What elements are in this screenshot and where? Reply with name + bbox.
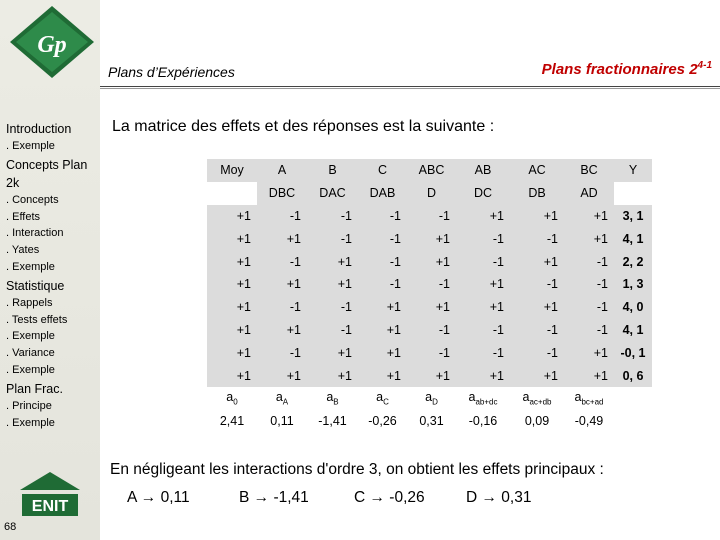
table-cell: +1	[510, 205, 564, 228]
table-cell: -1	[257, 341, 307, 364]
table-cell: -1	[456, 227, 510, 250]
coef-subscript: B	[333, 397, 339, 407]
table-cell: +1	[456, 296, 510, 319]
table-cell: +1	[564, 341, 614, 364]
table-cell: +1	[407, 364, 456, 387]
table-cell: -1	[407, 273, 456, 296]
coef-name-row	[207, 387, 652, 410]
coef-name-cell	[407, 387, 456, 410]
table-cell: +1	[307, 250, 358, 273]
table-cell: -1	[307, 227, 358, 250]
slide-title	[542, 60, 712, 78]
sidebar-section[interactable]: Introduction	[6, 122, 72, 136]
table-cell: +1	[257, 227, 307, 250]
coef-value-cell: 0,09	[524, 414, 550, 429]
coef-value-cell: 2,41	[219, 414, 245, 429]
sidebar-item[interactable]: . Effets	[6, 210, 41, 223]
table-cell: +1	[510, 250, 564, 273]
table-cell: +1	[207, 250, 257, 273]
page-number: 68	[4, 521, 17, 533]
enit-logo-icon	[18, 472, 82, 522]
table-header-cell: Moy	[207, 159, 257, 182]
table-cell: +1	[207, 296, 257, 319]
sidebar-item[interactable]: . Exemple	[6, 363, 55, 376]
table-cell: -1	[510, 227, 564, 250]
table-cell: -1	[407, 319, 456, 342]
table-cell: +1	[207, 341, 257, 364]
table-cell: -1	[564, 250, 614, 273]
table-row	[207, 364, 652, 387]
main-effects-list	[127, 489, 687, 511]
response-cell: -0, 1	[614, 341, 652, 364]
response-cell: 4, 1	[614, 319, 652, 342]
coef-name-cell	[307, 387, 358, 410]
sidebar-item[interactable]: . Exemple	[6, 260, 55, 273]
sidebar-item[interactable]: . Tests effets	[6, 313, 68, 326]
coef-subscript: A	[282, 397, 289, 407]
coef-name-cell	[207, 387, 257, 410]
table-header-cell: DB	[510, 182, 564, 205]
coef-value-cell: -0,26	[368, 414, 397, 429]
logo-text: Gp	[37, 32, 67, 58]
coef-value-cell: -0,16	[468, 414, 498, 429]
table-cell: -1	[257, 296, 307, 319]
coef-subscript: ac+db	[529, 397, 552, 407]
table-row	[207, 250, 652, 273]
table-header-cell: DAC	[307, 182, 358, 205]
table-cell: -1	[358, 250, 407, 273]
gp-logo-icon	[6, 4, 98, 80]
coef-value-cell: -0,49	[574, 414, 604, 429]
table-cell: -1	[510, 341, 564, 364]
conclusion-text: En négligeant les interactions d'ordre 3, on obtient les effets principaux :	[110, 461, 604, 478]
table-cell: +1	[407, 250, 456, 273]
sidebar-nav	[6, 120, 98, 431]
table-cell: -1	[456, 250, 510, 273]
coef-value-cell: 0,31	[419, 414, 444, 429]
table-row	[207, 296, 652, 319]
table-cell: -1	[564, 319, 614, 342]
table-cell: -1	[456, 319, 510, 342]
response-cell: 2, 2	[614, 250, 652, 273]
table-header-cell: B	[307, 159, 358, 182]
table-row	[207, 205, 652, 228]
sidebar-item[interactable]: . Rappels	[6, 296, 53, 309]
response-cell: 1, 3	[614, 273, 652, 296]
table-cell: +1	[358, 364, 407, 387]
table-cell: +1	[456, 205, 510, 228]
coef-base: a	[522, 390, 530, 405]
table-header-row	[207, 182, 652, 205]
course-title: Plans d’Expériences	[108, 64, 235, 80]
coef-value-cell: 0,11	[270, 414, 294, 429]
coef-subscript: 0	[233, 397, 238, 407]
coef-base: a	[574, 390, 582, 405]
sidebar-section[interactable]: Plan Frac.	[6, 381, 63, 396]
table-cell: +1	[207, 273, 257, 296]
coef-name-cell	[358, 387, 407, 410]
table-cell: -1	[510, 319, 564, 342]
sidebar-item[interactable]: . Yates	[6, 244, 40, 257]
table-cell: +1	[307, 273, 358, 296]
table-cell: +1	[564, 205, 614, 228]
sidebar-item[interactable]: . Interaction	[6, 227, 64, 240]
table-cell: +1	[510, 296, 564, 319]
slide-title-exponent: 4-1	[697, 60, 712, 71]
table-cell: +1	[307, 364, 358, 387]
table-header-row	[207, 159, 652, 182]
header-divider	[100, 86, 720, 87]
coef-name-cell	[257, 387, 307, 410]
coef-name-cell	[510, 387, 564, 410]
table-header-cell: A	[257, 159, 307, 182]
main-effect-item: B → -1,41	[239, 489, 309, 506]
coef-name-cell	[564, 387, 614, 410]
table-cell: -1	[564, 273, 614, 296]
coef-subscript: bc+ad	[581, 397, 604, 407]
table-cell: -1	[358, 273, 407, 296]
table-cell: +1	[407, 296, 456, 319]
enit-logo-text: ENIT	[31, 498, 69, 515]
table-cell: -1	[307, 296, 358, 319]
table-row	[207, 319, 652, 342]
table-cell: -1	[564, 296, 614, 319]
table-cell: +1	[207, 205, 257, 228]
coef-base: a	[425, 390, 433, 405]
table-cell: +1	[207, 364, 257, 387]
blank-cell	[614, 410, 652, 433]
table-header-cell: C	[358, 159, 407, 182]
table-header-cell: ABC	[407, 159, 456, 182]
coef-subscript: ab+dc	[475, 397, 498, 407]
sidebar-item[interactable]: . Concepts	[6, 193, 59, 206]
table-cell: -1	[358, 205, 407, 228]
table-cell: +1	[564, 227, 614, 250]
table-cell: +1	[307, 341, 358, 364]
sidebar-section[interactable]: Statistique	[6, 278, 65, 293]
sidebar-item[interactable]: . Exemple	[6, 330, 55, 343]
intro-text: La matrice des effets et des réponses est la suivante :	[112, 118, 495, 135]
sidebar-item[interactable]: . Exemple	[6, 416, 55, 429]
response-cell: 4, 1	[614, 227, 652, 250]
sidebar-item[interactable]: . Principe	[6, 399, 52, 412]
table-cell: +1	[358, 341, 407, 364]
table-cell: +1	[257, 364, 307, 387]
table-header-cell: DAB	[358, 182, 407, 205]
table-row	[207, 273, 652, 296]
slide-title-text: Plans fractionnaires 2	[541, 61, 698, 78]
table-cell: +1	[207, 227, 257, 250]
table-cell: -1	[456, 341, 510, 364]
table-header-cell: AB	[456, 159, 510, 182]
main-effect-item: C → -0,26	[354, 489, 425, 506]
response-cell: 0, 6	[614, 364, 652, 387]
coef-name-cell	[456, 387, 510, 410]
table-cell: +1	[358, 319, 407, 342]
main-effect-item: D → 0,31	[466, 489, 532, 506]
blank-cell	[614, 387, 652, 410]
effects-matrix-table	[207, 159, 652, 433]
coef-base: a	[226, 390, 234, 405]
table-cell: -1	[407, 341, 456, 364]
table-cell: -1	[257, 250, 307, 273]
table-cell: -1	[510, 273, 564, 296]
table-cell: +1	[207, 319, 257, 342]
table-cell: +1	[407, 227, 456, 250]
table-header-cell: BC	[564, 159, 614, 182]
table-cell: +1	[358, 296, 407, 319]
table-cell: +1	[564, 364, 614, 387]
table-header-cell	[207, 182, 257, 205]
coef-base: a	[275, 390, 283, 405]
header-divider-shadow	[100, 88, 720, 89]
coef-subscript: C	[383, 397, 389, 407]
response-cell: 3, 1	[614, 205, 652, 228]
sidebar-section[interactable]: Concepts Plan 2k	[6, 157, 88, 190]
response-cell: 4, 0	[614, 296, 652, 319]
table-cell: -1	[257, 205, 307, 228]
table-header-cell: AC	[510, 159, 564, 182]
table-cell: +1	[257, 319, 307, 342]
table-cell: +1	[257, 273, 307, 296]
table-cell: +1	[456, 364, 510, 387]
coef-base: a	[468, 390, 476, 405]
table-header-cell: AD	[564, 182, 614, 205]
table-header-cell: Y	[614, 159, 652, 182]
coef-subscript: D	[432, 397, 438, 407]
coef-value-cell: -1,41	[318, 414, 347, 429]
table-cell: -1	[407, 205, 456, 228]
coef-base: a	[326, 390, 334, 405]
table-row	[207, 341, 652, 364]
main-effect-item: A → 0,11	[127, 489, 190, 506]
sidebar	[0, 0, 100, 540]
table-cell: -1	[307, 205, 358, 228]
table-header-cell: DC	[456, 182, 510, 205]
table-cell: -1	[358, 227, 407, 250]
table-cell: +1	[456, 273, 510, 296]
table-cell: +1	[510, 364, 564, 387]
table-header-cell: D	[407, 182, 456, 205]
coef-base: a	[376, 390, 384, 405]
table-row	[207, 227, 652, 250]
table-header-cell	[614, 182, 652, 205]
sidebar-item[interactable]: . Variance	[6, 347, 55, 360]
table-cell: -1	[307, 319, 358, 342]
coef-value-row	[207, 410, 652, 433]
sidebar-item[interactable]: . Exemple	[6, 140, 55, 152]
table-header-cell: DBC	[257, 182, 307, 205]
